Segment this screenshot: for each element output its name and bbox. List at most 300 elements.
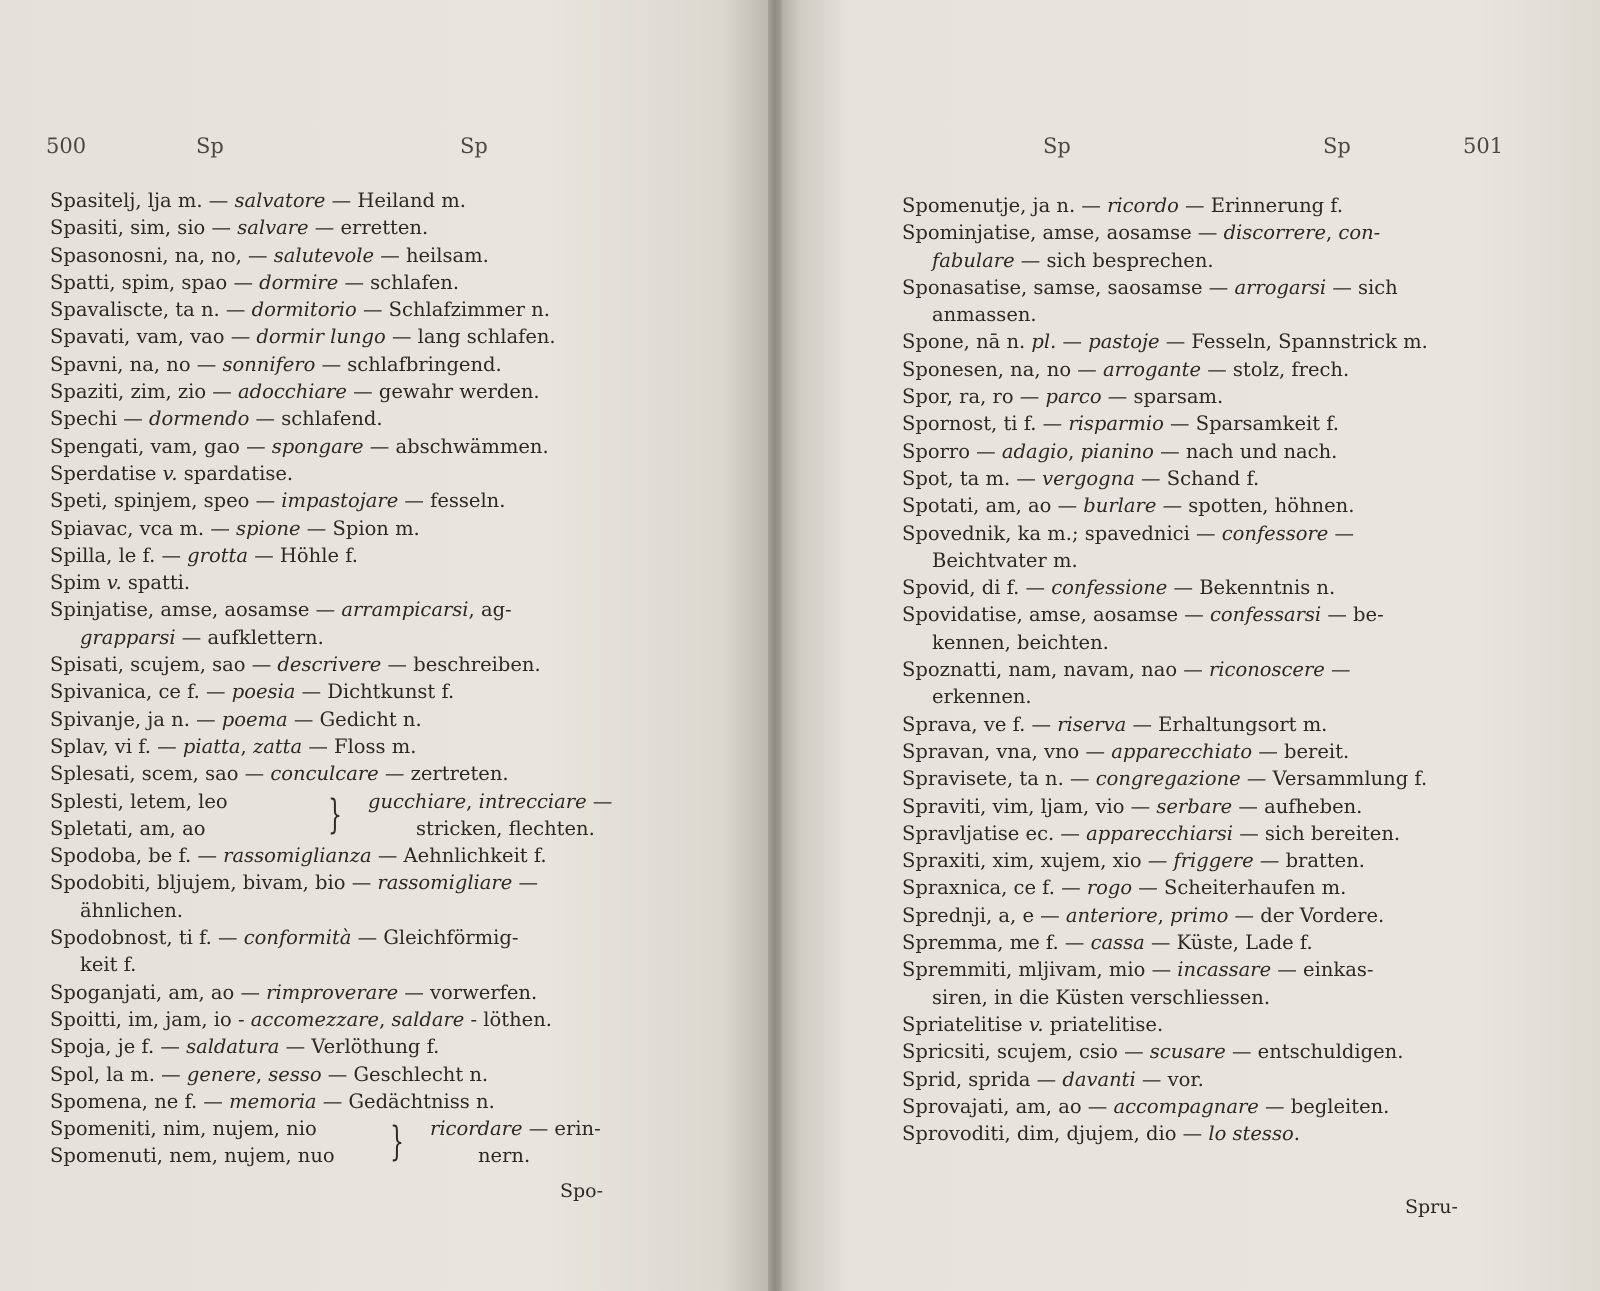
dictionary-entries [902,192,1532,1147]
dictionary-entry [50,733,655,760]
german-term: stricken, flechten. [416,816,595,840]
separator: , [466,789,479,813]
entry-text: Spraxiti, xim, xujem, xio — [902,849,1174,873]
entry-text: — Geschlecht n. [321,1062,489,1086]
dictionary-entry [50,378,655,405]
italian-term: genere [186,1062,256,1086]
entry-text: priatelitise. [1043,1012,1164,1036]
dictionary-entry [902,328,1532,355]
italian-term: grapparsi [80,625,176,649]
italian-term: saldare [391,1007,465,1031]
entry-text: Spriatelitise [902,1012,1029,1036]
dictionary-entry [902,847,1532,874]
dictionary-entry [50,706,655,733]
entry-text: Spiavac, vca m. — [50,516,237,540]
entry-text: Sporro — [902,439,1002,463]
brace-mark: } [328,791,342,838]
italian-term: memoria [229,1089,317,1113]
italian-term: intrecciare [478,789,587,813]
entry-text: Spinjatise, amse, aosamse — [50,598,342,622]
entry-text: — abschwämmen. [363,434,549,458]
italian-term: saldatura [186,1035,280,1059]
italian-term: congregazione [1095,767,1241,791]
dictionary-entry [902,356,1532,383]
pair-translation [368,788,612,843]
italian-term: con- [1338,221,1381,245]
dictionary-entry [50,242,655,269]
entry-text: — Spion m. [300,516,420,540]
entry-text: - löthen. [464,1007,552,1031]
italian-term: lo stesso [1208,1122,1294,1146]
dictionary-entry [902,711,1532,738]
entry-text: Beichtvater m. [932,548,1078,572]
entry-text: — Erinnerung f. [1178,194,1344,217]
entry-continuation [902,629,1532,656]
dictionary-entry [902,520,1532,547]
entry-text: — Fesseln, Spannstrick m. [1159,330,1428,354]
dictionary-entry [902,738,1532,765]
italian-term: arrogarsi [1234,275,1327,299]
dictionary-entry [902,902,1532,929]
dictionary-entry [902,601,1532,628]
italian-term: discorrere [1223,221,1326,245]
italian-term: dormir lungo [256,325,386,349]
entry-text: — Gedicht n. [287,707,422,731]
entry-text: , [240,734,253,758]
entry-continuation [902,301,1532,328]
pair-translation [430,1115,601,1170]
italian-term: v. [106,571,122,595]
entry-text: Spremmiti, mljivam, mio — [902,958,1178,982]
dictionary-entry [50,842,655,869]
entry-text: — [512,871,538,895]
entry-text: — schlafbringend. [315,352,502,376]
italian-term: dormendo [149,407,250,431]
dictionary-entries [50,187,655,1170]
entry-text: — erretten. [308,216,429,240]
dictionary-entry [902,929,1532,956]
dictionary-entry [50,1088,655,1115]
italian-term: arrogante [1102,357,1202,381]
entry-text: ähnlichen. [80,898,183,922]
dictionary-entry [902,1038,1532,1065]
entry-text: , [1068,439,1081,463]
italian-term: cassa [1090,931,1145,955]
italian-term: rogo [1086,876,1133,900]
entry-text: Sprovoditi, dim, djujem, dio — [902,1122,1209,1146]
italian-term: pl. [1031,330,1057,354]
entry-text: — sich [1326,275,1398,299]
entry-text: — spotten, höhnen. [1156,494,1355,518]
entry-text: — bratten. [1253,849,1365,873]
dictionary-entry [902,656,1532,683]
entry-text: , [1326,221,1339,245]
italian-term: burlare [1083,494,1157,518]
entry-text: — schlafen. [338,270,460,294]
entry-text: — Erhaltungsort m. [1126,712,1328,736]
entry-text: spardatise. [177,461,294,485]
dictionary-entry [50,460,655,487]
dictionary-entry [50,869,655,896]
entry-text: siren, in die Küsten verschliessen. [932,985,1271,1009]
entry-text: Spricsiti, scujem, csio — [902,1040,1150,1064]
entry-text: Spasonosni, na, no, — [50,243,274,267]
pair-word: Spletati, am, ao [50,816,206,840]
dictionary-entry [902,492,1532,519]
entry-text: Spornost, ti f. — [902,412,1069,436]
page-number: 500 [46,134,87,158]
entry-text: Spovidatise, amse, aosamse — [902,603,1210,627]
italian-term: adocchiare [238,380,347,404]
entry-text: Spraviti, vim, ljam, vio — [902,794,1157,818]
entry-text: Spengati, vam, gao — [50,434,272,458]
entry-text: kennen, beichten. [932,630,1109,654]
dictionary-entry [50,760,655,787]
entry-text: Spraxnica, ce f. — [902,876,1087,900]
entry-text: — schlafend. [249,407,383,431]
entry-text: Spivanica, ce f. — [50,680,232,704]
german-term: nern. [478,1144,531,1168]
entry-text: — der Vordere. [1228,903,1385,927]
dictionary-entry [902,956,1532,983]
italian-term: apparecchiato [1111,739,1253,763]
entry-text: — Dichtkunst f. [295,680,455,704]
entry-text: Spisati, scujem, sao — [50,653,278,677]
entry-continuation [902,683,1532,710]
dictionary-entry [902,438,1532,465]
entry-text: Spodoba, be f. — [50,844,224,868]
italian-term: ricordare [430,1117,523,1141]
italian-term: v. [162,461,178,485]
dictionary-entry [50,269,655,296]
italian-term: anteriore [1065,903,1158,927]
pair-words [50,1115,390,1170]
dictionary-entry [902,765,1532,792]
dictionary-entry [50,542,655,569]
italian-term: parco [1045,385,1102,409]
dictionary-entry [50,1006,655,1033]
entry-text: Spasiti, sim, sio — [50,216,238,240]
italian-term: dormitorio [251,298,357,322]
entry-text: Spominjatise, amse, aosamse — [902,221,1224,245]
italian-term: serbare [1156,794,1233,818]
entry-text: Spor, ra, ro — [902,385,1046,409]
entry-text: Spot, ta m. — [902,466,1043,490]
entry-text: Spoitti, im, jam, io - [50,1007,251,1031]
entry-text: — lang schlafen. [385,325,556,349]
entry-text: Spodobiti, bljujem, bivam, bio — [50,871,378,895]
entry-text: Sprednji, a, e — [902,903,1066,927]
entry-text: Spravan, vna, vno — [902,739,1112,763]
dictionary-entry [50,323,655,350]
entry-text: — entschuldigen. [1225,1040,1404,1064]
dictionary-entry [50,433,655,460]
entry-text: Spravljatise ec. — [902,821,1087,845]
italian-term: arrampicarsi [341,598,469,622]
entry-text: — be- [1321,603,1384,627]
pair-translation-line [368,788,612,815]
dash: — [586,789,613,813]
entry-text: — Bekenntnis n. [1167,576,1336,600]
entry-text: — sparsam. [1101,385,1224,409]
italian-term: ricordo [1107,194,1179,217]
dictionary-entry [902,383,1532,410]
entry-text: Spomena, ne f. — [50,1089,230,1113]
running-head-right: Sp [1323,134,1351,158]
entry-continuation [902,984,1532,1011]
italian-term: salvatore [234,189,326,212]
pair-word: Splesti, letem, leo [50,789,228,813]
dictionary-entry [50,924,655,951]
entry-block [50,842,655,1115]
dictionary-entry [50,678,655,705]
entry-text: Spoja, je f. — [50,1035,187,1059]
entry-text: Sprovajati, am, ao — [902,1094,1114,1118]
italian-term: confessore [1221,521,1329,545]
italian-term: confessarsi [1209,603,1322,627]
entry-text: — Gedächtniss n. [316,1089,495,1113]
italian-term: accompagnare [1113,1094,1259,1118]
entry-text: Spovid, di f. — [902,576,1052,600]
german-term: — erin- [522,1117,601,1141]
entry-text: — Küste, Lade f. [1144,931,1313,955]
entry-text: Spivanje, ja n. — [50,707,222,731]
book-gutter [768,0,782,1291]
italian-term: spione [236,516,301,540]
entry-text: Sponasatise, samse, saosamse — [902,275,1235,299]
italian-term: conformità [243,926,352,950]
entry-text: — zertreten. [378,762,509,786]
dictionary-entry [902,820,1532,847]
entry-text: keit f. [80,953,137,977]
italian-term: scusare [1149,1040,1226,1064]
italian-term: gucchiare [368,789,467,813]
entry-text: Sperdatise [50,461,163,485]
italian-term: rassomiglianza [223,844,372,868]
entry-continuation [50,624,655,651]
entry-text: Spavaliscte, ta n. — [50,298,252,322]
dictionary-entry [902,1011,1532,1038]
italian-term: incassare [1177,958,1272,982]
italian-term: piatta [182,734,241,758]
brace-mark: } [390,1119,404,1166]
entry-text: — Schlafzimmer n. [356,298,550,322]
entry-text: — vor. [1135,1067,1204,1091]
entry-text: — Verlöthung f. [279,1035,440,1059]
entry-text: — heilsam. [374,243,489,267]
entry-text: — Heiland m. [325,189,466,212]
entry-text: Spavni, na, no — [50,352,223,376]
dictionary-entry [902,1093,1532,1120]
italian-term: accomezzare [250,1007,380,1031]
entry-text: — begleiten. [1258,1094,1390,1118]
entry-text: — Schand f. [1134,466,1260,490]
italian-term: vergogna [1042,466,1135,490]
italian-term: descrivere [277,653,382,677]
dictionary-entry [50,596,655,623]
dictionary-entry [902,874,1532,901]
entry-text: , [255,1062,269,1086]
dictionary-entry [50,405,655,432]
left-page [0,0,775,1291]
pair-words [50,788,328,843]
entry-text: , ag- [468,598,512,622]
entry-text: Spovednik, ka m.; spavednici — [902,521,1222,545]
entry-text: spatti. [121,571,191,595]
entry-text: — stolz, frech. [1201,357,1350,381]
italian-term: poesia [231,680,296,704]
entry-text: Spaziti, zim, zio — [50,380,238,404]
entry-text: — sich besprechen. [1014,248,1214,272]
entry-block [50,187,655,788]
catchword: Spo- [560,1180,604,1202]
entry-text: — [1324,658,1351,682]
italian-term: primo [1170,903,1229,927]
entry-continuation [50,897,655,924]
dictionary-entry [902,574,1532,601]
entry-text: — Sparsamkeit f. [1163,412,1339,436]
entry-text: — Floss m. [302,734,417,758]
dictionary-entry [50,651,655,678]
entry-text: Spilla, le f. — [50,543,188,567]
entry-text: Spomenutje, ja n. — [902,194,1108,217]
entry-text: — beschreiben. [381,653,541,677]
entry-text: Spatti, spim, spao — [50,270,260,294]
italian-term: pastoje [1088,330,1160,354]
dictionary-entry [902,465,1532,492]
pair-word: Spomeniti, nim, nujem, nio [50,1117,317,1141]
pair-word: Spomenuti, nem, nujem, nuo [50,1144,335,1168]
italian-term: grotta [187,543,249,567]
dictionary-entry [902,1066,1532,1093]
entry-text: . [1293,1122,1300,1146]
entry-text: Spavati, vam, vao — [50,325,257,349]
italian-term: spongare [271,434,364,458]
italian-term: risparmio [1068,412,1164,436]
entry-text: — aufheben. [1232,794,1363,818]
italian-term: friggere [1173,849,1254,873]
italian-term: fabulare [932,248,1015,272]
entry-text: — fesseln. [398,489,506,513]
entry-text: — gewahr werden. [346,380,540,404]
entry-text: Spravisete, ta n. — [902,767,1096,791]
page-number: 501 [1463,134,1504,158]
italian-term: rimproverare [266,980,399,1004]
dictionary-entry [902,793,1532,820]
dictionary-entry [902,274,1532,301]
italian-term: apparecchiarsi [1086,821,1234,845]
italian-term: riserva [1057,712,1127,736]
entry-text: Spoganjati, am, ao — [50,980,267,1004]
italian-term: conculcare [270,762,379,786]
entry-text: Spodobnost, ti f. — [50,926,244,950]
entry-continuation [50,951,655,978]
entry-text: — aufklettern. [175,625,324,649]
entry-text: Speti, spinjem, speo — [50,489,282,513]
dictionary-entry [50,515,655,542]
dictionary-entry [902,192,1532,219]
dictionary-entry [50,296,655,323]
entry-text: Sponesen, na, no — [902,357,1103,381]
entry-text: erkennen. [932,685,1032,709]
dictionary-entry [902,219,1532,246]
italian-term: riconoscere [1208,658,1325,682]
running-head-left: Sp [1043,134,1071,158]
italian-term: zatta [252,734,303,758]
entry-text: — Höhle f. [248,543,358,567]
pair-translation-line [430,1115,601,1142]
italian-term: pianino [1080,439,1154,463]
dictionary-entry [50,351,655,378]
entry-text: Spim [50,571,107,595]
entry-text: — bereit. [1252,739,1350,763]
catchword: Spru- [1405,1196,1458,1218]
entry-text: anmassen. [932,303,1037,327]
entry-text: — einkas- [1271,958,1374,982]
dictionary-entry [50,979,655,1006]
right-page [775,0,1600,1291]
dictionary-entry [902,1120,1532,1147]
italian-term: sonnifero [222,352,316,376]
italian-term: rassomigliare [377,871,513,895]
entry-text: — Gleichförmig- [351,926,519,950]
dictionary-entry [50,569,655,596]
entry-continuation [902,547,1532,574]
entry-text: Spotati, am, ao — [902,494,1084,518]
entry-pair [50,788,655,843]
italian-term: v. [1028,1012,1044,1036]
entry-text: Spol, la m. — [50,1062,187,1086]
italian-term: salutevole [273,243,375,267]
running-head-right: Sp [460,134,488,158]
italian-term: davanti [1062,1067,1136,1091]
entry-text: Spone, nā n. [902,330,1032,354]
dictionary-entry [50,214,655,241]
entry-text: — vorwerfen. [398,980,538,1004]
italian-term: poema [221,707,288,731]
entry-text: — Versammlung f. [1240,767,1428,791]
italian-term: impastojare [281,489,399,513]
dictionary-entry [50,487,655,514]
entry-text: Spoznatti, nam, navam, nao — [902,658,1209,682]
entry-text: Spechi — [50,407,149,431]
italian-term: dormire [259,270,339,294]
entry-text: Splav, vi f. — [50,734,183,758]
dictionary-entry [50,1061,655,1088]
entry-text: — nach und nach. [1153,439,1338,463]
entry-pair [50,1115,655,1170]
dictionary-entry [50,187,655,214]
entry-text: — Aehnlichkeit f. [371,844,547,868]
italian-term: sesso [268,1062,322,1086]
entry-text: Spasitelj, lja m. — [50,189,235,212]
entry-text: Spremma, me f. — [902,931,1091,955]
entry-text: Sprava, ve f. — [902,712,1058,736]
entry-text: Splesati, scem, sao — [50,762,271,786]
italian-term: confessione [1051,576,1168,600]
entry-text: , [1157,903,1171,927]
italian-term: salvare [237,216,309,240]
dictionary-entry [902,410,1532,437]
dictionary-entry [50,1033,655,1060]
entry-text: — [1056,330,1089,354]
entry-text: Sprid, sprida — [902,1067,1063,1091]
entry-text: , [379,1007,392,1031]
italian-term: adagio [1001,439,1069,463]
entry-continuation [902,247,1532,274]
entry-text: — Scheiterhaufen m. [1132,876,1347,900]
entry-text: — sich bereiten. [1233,821,1401,845]
